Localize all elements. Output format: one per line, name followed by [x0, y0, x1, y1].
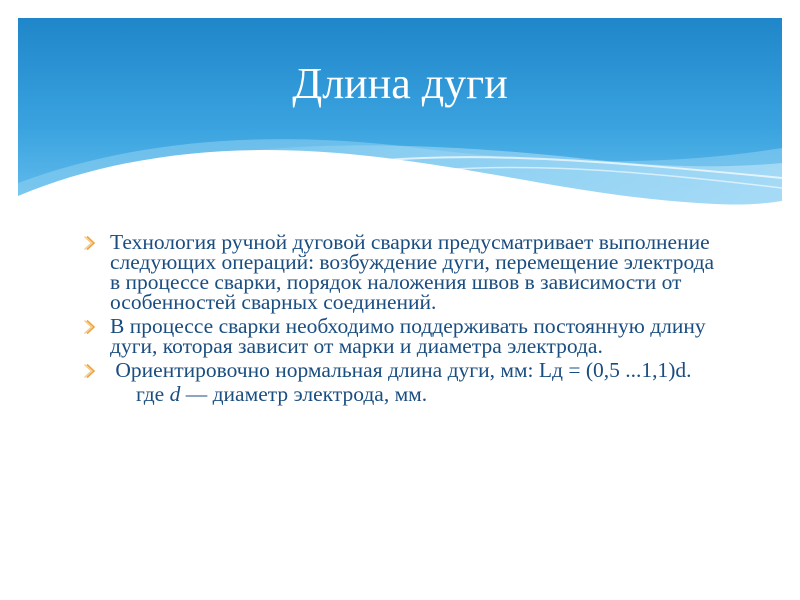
slide-content — [82, 232, 722, 404]
bullet-arrow-icon — [82, 235, 98, 251]
slide-title: Длина дуги — [292, 59, 508, 108]
formula-note — [82, 384, 722, 404]
bullet-item — [82, 316, 722, 356]
bullet-arrow-icon — [82, 363, 98, 379]
bullet-item — [82, 360, 722, 380]
note-prefix: где — [136, 382, 170, 406]
bullet-text: Ориентировочно нормальная длина дуги, мм: Lд = (0,5 ...1,1)d. — [110, 358, 692, 382]
bullet-text: Технология ручной дуговой сварки предусматривает выполнение следующих операций: возбуждение дуги, перемещение электрода в процессе сварки, порядок наложения швов в зависимости от особенностей сварных соединений. — [110, 230, 715, 314]
bullet-item — [82, 232, 722, 312]
bullet-arrow-icon — [82, 319, 98, 335]
note-variable: d — [169, 382, 181, 406]
bullet-text: В процессе сварки необходимо поддерживать постоянную длину дуги, которая зависит от марки и диаметра электрода. — [110, 314, 706, 358]
header-wave-background — [18, 18, 782, 218]
note-suffix: — диаметр электрода, мм. — [180, 382, 428, 406]
